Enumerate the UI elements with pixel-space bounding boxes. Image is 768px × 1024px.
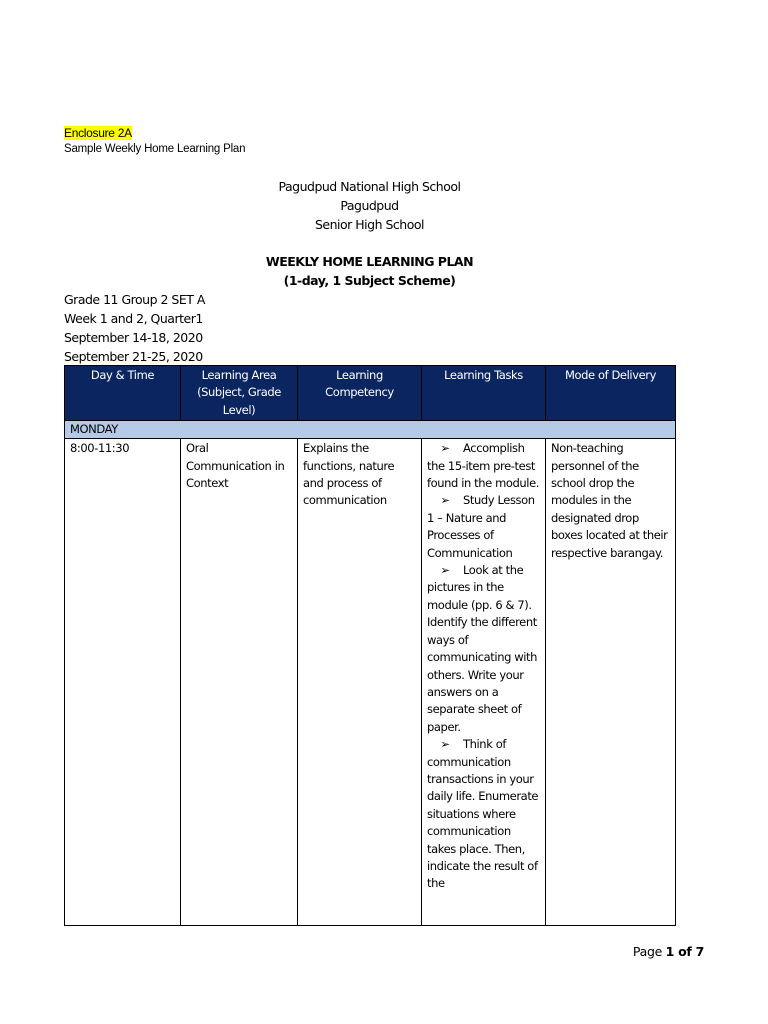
cell-tasks (422, 439, 546, 926)
task-text: Think of communication transactions in your daily life. Enumerate situations where communication takes place. Then, indicate the result of the (427, 737, 539, 891)
week-quarter: Week 1 and 2, Quarter1 (64, 311, 203, 326)
cell-time: 8:00-11:30 (65, 439, 181, 926)
school-level: Senior High School (315, 217, 424, 232)
day-row-monday (65, 421, 676, 439)
document-subtitle: Sample Weekly Home Learning Plan (64, 143, 246, 155)
arrow-bullet-icon: ➢ (440, 441, 450, 456)
task-item (427, 562, 540, 736)
task-item (427, 736, 540, 893)
day-label: MONDAY (65, 421, 676, 439)
arrow-bullet-icon: ➢ (440, 737, 450, 752)
header-learning-tasks: Learning Tasks (422, 366, 546, 421)
date-range-1: September 14-18, 2020 (64, 330, 203, 345)
arrow-bullet-icon: ➢ (440, 493, 450, 508)
plan-title: WEEKLY HOME LEARNING PLAN (265, 254, 474, 269)
header-learning-competency: Learning Competency (298, 366, 422, 421)
task-item (427, 492, 540, 562)
enclosure-label: Enclosure 2A (64, 126, 132, 140)
table-row (65, 439, 676, 926)
cell-mode-of-delivery: Non-teaching personnel of the school drop the modules in the designated drop boxes located at their respective barangay. (546, 439, 676, 926)
page-number (600, 944, 704, 959)
header-mode-of-delivery: Mode of Delivery (546, 366, 676, 421)
header-day-time: Day & Time (65, 366, 181, 421)
table-header-row (65, 366, 676, 421)
task-item (427, 440, 540, 492)
page-of: of (674, 944, 696, 959)
task-text: Study Lesson 1 – Nature and Processes of Communication (427, 493, 535, 560)
cell-learning-area: Oral Communication in Context (181, 439, 298, 926)
date-range-2: September 21-25, 2020 (64, 349, 203, 364)
plan-scheme: (1-day, 1 Subject Scheme) (283, 273, 456, 288)
grade-group: Grade 11 Group 2 SET A (64, 292, 205, 307)
school-name: Pagudpud National High School (278, 179, 461, 194)
task-text: Look at the pictures in the module (pp. 6 & 7). Identify the different ways of communicating with others. Write your answers on a separate sheet of paper. (427, 563, 538, 734)
page-total: 7 (695, 944, 704, 959)
header-learning-area: Learning Area (Subject, Grade Level) (181, 366, 298, 421)
page-current: 1 (665, 944, 675, 959)
cell-competency: Explains the functions, nature and process of communication (298, 439, 422, 926)
task-text: Accomplish the 15-item pre-test found in the module. (427, 441, 540, 491)
arrow-bullet-icon: ➢ (440, 563, 450, 578)
school-town: Pagudpud (340, 198, 399, 213)
learning-plan-table (64, 365, 676, 926)
page-prefix: Page (632, 944, 666, 959)
